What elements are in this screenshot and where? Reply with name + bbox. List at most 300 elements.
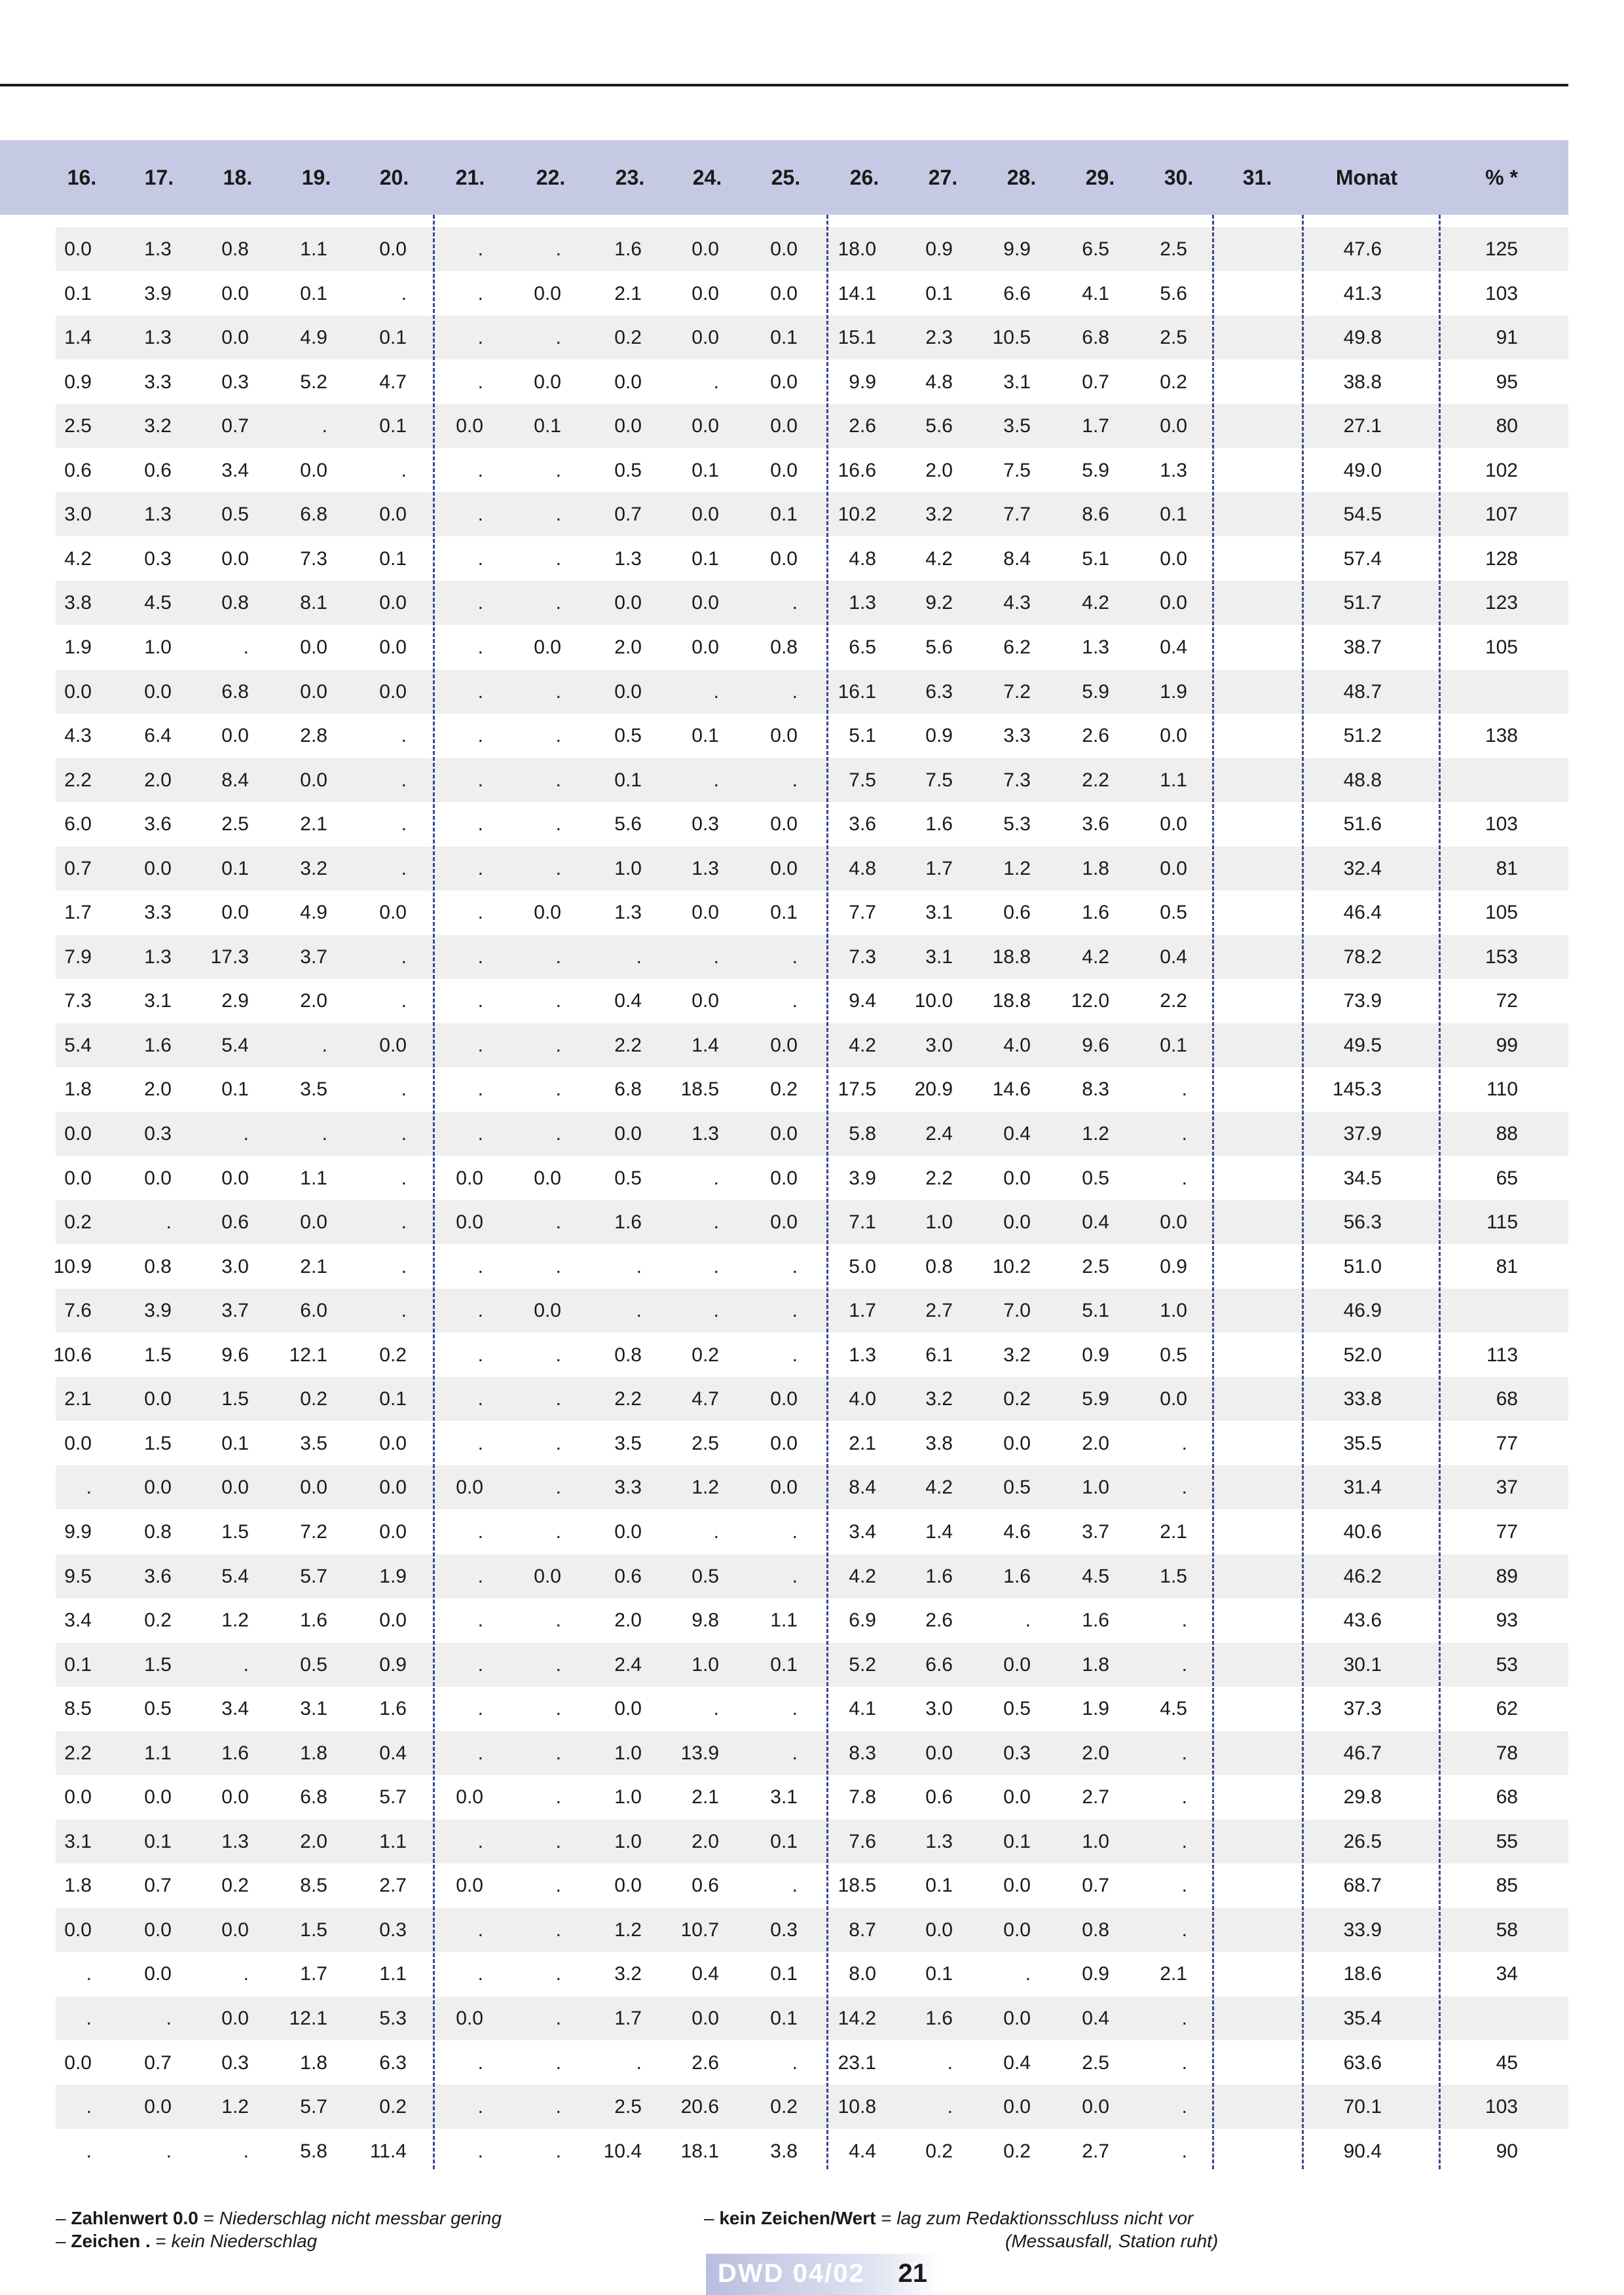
- table-cell: [1185, 1820, 1264, 1864]
- table-cell: [1439, 1289, 1518, 1332]
- table-cell: .: [555, 1742, 561, 1764]
- table-cell: 0.1: [300, 283, 327, 304]
- table-cell: [1185, 272, 1264, 316]
- table-cell: 4.2: [849, 1566, 876, 1587]
- table-cell: 6.6: [925, 1654, 953, 1676]
- table-row: [56, 1820, 1568, 1864]
- table-cell: 0.6: [614, 1566, 642, 1587]
- table-cell: .: [1181, 1919, 1187, 1941]
- table-cell: 3.4: [849, 1521, 876, 1543]
- table-cell: 0.9: [925, 238, 953, 260]
- table-cell: .: [1181, 1477, 1187, 1498]
- table-cell: 1.0: [692, 1654, 719, 1676]
- legend-zeichen: – Zeichen . = kein Niederschlag: [56, 2231, 318, 2251]
- table-cell: 4.0: [849, 1388, 876, 1410]
- table-cell: .: [555, 1963, 561, 1985]
- table-cell: 0.0: [221, 548, 249, 570]
- table-cell: .: [555, 1344, 561, 1366]
- table-cell: 0.0: [300, 769, 327, 791]
- table-cell: 0.0: [379, 592, 407, 614]
- table-cell: 54.5: [1343, 504, 1382, 525]
- table-cell: 4.9: [300, 902, 327, 923]
- table-row: [56, 890, 1568, 934]
- table-cell: .: [477, 858, 483, 879]
- table-cell: .: [477, 504, 483, 525]
- table-cell: 0.0: [534, 902, 561, 923]
- table-cell: 6.5: [1082, 238, 1109, 260]
- table-cell: [1185, 316, 1264, 359]
- table-cell: 1.7: [300, 1963, 327, 1985]
- table-cell: 0.3: [144, 1123, 172, 1145]
- table-cell: 3.8: [64, 592, 92, 614]
- table-cell: 2.0: [925, 460, 953, 481]
- table-cell: 125: [1485, 238, 1518, 260]
- table-cell: 0.8: [925, 1256, 953, 1277]
- table-cell: 0.0: [456, 1477, 483, 1498]
- table-cell: 0.0: [770, 1123, 798, 1145]
- table-cell: .: [555, 725, 561, 746]
- table-cell: .: [1181, 1742, 1187, 1764]
- table-cell: 3.5: [1003, 415, 1031, 437]
- column-header: 17.: [144, 166, 174, 189]
- table-cell: 138: [1485, 725, 1518, 746]
- table-cell: 1.9: [379, 1566, 407, 1587]
- table-cell: 3.3: [1003, 725, 1031, 746]
- table-cell: 68: [1496, 1786, 1518, 1808]
- table-cell: 3.6: [144, 813, 172, 835]
- column-divider: [1302, 215, 1304, 2169]
- table-cell: 10.6: [53, 1344, 92, 1366]
- table-cell: 49.5: [1343, 1035, 1382, 1056]
- table-cell: .: [555, 460, 561, 481]
- table-cell: 88: [1496, 1123, 1518, 1145]
- table-cell: 2.1: [1160, 1521, 1187, 1543]
- table-cell: 0.0: [221, 1167, 249, 1189]
- table-cell: 1.0: [614, 1831, 642, 1852]
- table-cell: .: [792, 1742, 798, 1764]
- table-cell: 8.1: [300, 592, 327, 614]
- table-cell: 46.4: [1343, 902, 1382, 923]
- table-row: [56, 1289, 1568, 1332]
- table-cell: 7.3: [64, 990, 92, 1012]
- table-cell: 37: [1496, 1477, 1518, 1498]
- table-cell: 0.7: [221, 415, 249, 437]
- table-cell: 9.6: [221, 1344, 249, 1366]
- table-row: [53, 1245, 1568, 1289]
- table-cell: 0.5: [144, 1698, 172, 1719]
- table-cell: 2.1: [64, 1388, 92, 1410]
- table-cell: 6.2: [1003, 636, 1031, 658]
- table-cell: .: [1025, 1963, 1031, 1985]
- table-cell: 0.0: [770, 460, 798, 481]
- table-cell: 34: [1496, 1963, 1518, 1985]
- table-cell: 0.2: [925, 2140, 953, 2162]
- table-cell: [1185, 2041, 1264, 2085]
- table-cell: .: [555, 1831, 561, 1852]
- table-cell: 0.7: [64, 858, 92, 879]
- table-cell: 45: [1496, 2052, 1518, 2074]
- table-cell: 0.9: [1082, 1344, 1109, 1366]
- table-cell: .: [555, 1786, 561, 1808]
- table-cell: .: [555, 858, 561, 879]
- table-cell: 0.0: [770, 1035, 798, 1056]
- page-number: 21: [898, 2259, 927, 2288]
- table-cell: .: [1181, 2008, 1187, 2029]
- table-cell: 0.0: [1003, 2008, 1031, 2029]
- table-cell: 1.3: [692, 1123, 719, 1145]
- table-cell: 0.0: [144, 1786, 172, 1808]
- table-cell: .: [477, 548, 483, 570]
- table-cell: 105: [1485, 636, 1518, 658]
- table-cell: 7.1: [849, 1211, 876, 1233]
- table-cell: 10.7: [680, 1919, 719, 1941]
- table-cell: 10.0: [914, 990, 953, 1012]
- table-cell: 17.3: [210, 946, 249, 968]
- table-cell: .: [555, 2140, 561, 2162]
- table-cell: 1.3: [614, 548, 642, 570]
- table-cell: 6.0: [300, 1300, 327, 1321]
- table-cell: .: [1181, 2096, 1187, 2118]
- table-cell: 3.0: [925, 1698, 953, 1719]
- table-cell: 5.7: [300, 1566, 327, 1587]
- table-cell: 51.7: [1343, 592, 1382, 614]
- table-cell: .: [401, 725, 407, 746]
- table-row: [56, 449, 1568, 492]
- table-cell: 10.8: [838, 2096, 876, 2118]
- table-cell: 0.0: [379, 1433, 407, 1454]
- table-cell: 0.0: [692, 902, 719, 923]
- table-cell: 0.0: [1160, 415, 1187, 437]
- table-cell: [1185, 625, 1264, 669]
- table-cell: 53: [1496, 1654, 1518, 1676]
- table-cell: 5.8: [300, 2140, 327, 2162]
- table-cell: 4.2: [925, 1477, 953, 1498]
- table-cell: 6.3: [925, 681, 953, 703]
- table-cell: .: [1181, 1433, 1187, 1454]
- table-cell: 0.5: [1160, 1344, 1187, 1366]
- table-row: [56, 2085, 1568, 2129]
- table-cell: 48.8: [1343, 769, 1382, 791]
- column-header: 16.: [67, 166, 97, 189]
- table-cell: 0.3: [1003, 1742, 1031, 1764]
- table-cell: 0.9: [379, 1654, 407, 1676]
- table-cell: [1185, 1510, 1264, 1554]
- table-row: [56, 2041, 1568, 2085]
- table-cell: .: [477, 327, 483, 348]
- table-cell: .: [477, 1256, 483, 1277]
- table-cell: 3.1: [300, 1698, 327, 1719]
- table-cell: 0.3: [692, 813, 719, 835]
- table-cell: 1.1: [379, 1831, 407, 1852]
- table-cell: 6.8: [1082, 327, 1109, 348]
- table-cell: 0.1: [64, 1654, 92, 1676]
- table-cell: [1185, 2129, 1264, 2173]
- table-cell: 5.4: [221, 1566, 249, 1587]
- table-cell: .: [477, 1831, 483, 1852]
- table-cell: .: [401, 1300, 407, 1321]
- table-cell: 20.6: [680, 2096, 719, 2118]
- table-cell: 31.4: [1343, 1477, 1382, 1498]
- table-cell: 8.5: [64, 1698, 92, 1719]
- table-row: [56, 1687, 1568, 1731]
- table-cell: 1.9: [1082, 1698, 1109, 1719]
- table-cell: 0.1: [534, 415, 561, 437]
- table-cell: [1185, 1952, 1264, 1996]
- table-cell: 85: [1496, 1875, 1518, 1896]
- table-cell: 5.1: [1082, 1300, 1109, 1321]
- table-cell: 1.8: [1082, 858, 1109, 879]
- table-cell: 0.0: [534, 283, 561, 304]
- table-cell: 0.0: [144, 2096, 172, 2118]
- table-cell: [1185, 537, 1264, 581]
- table-cell: 10.5: [992, 327, 1031, 348]
- table-row: [56, 758, 1568, 802]
- table-cell: 3.0: [64, 504, 92, 525]
- table-cell: 3.5: [300, 1433, 327, 1454]
- table-cell: 0.2: [1003, 2140, 1031, 2162]
- table-cell: 1.3: [144, 327, 172, 348]
- table-cell: 0.6: [692, 1875, 719, 1896]
- table-cell: 0.0: [925, 1919, 953, 1941]
- table-cell: .: [792, 1300, 798, 1321]
- table-cell: [1185, 890, 1264, 934]
- table-cell: 1.5: [144, 1344, 172, 1366]
- table-cell: 17.5: [838, 1078, 876, 1100]
- table-cell: 35.5: [1343, 1433, 1382, 1454]
- table-cell: 0.5: [1160, 902, 1187, 923]
- table-cell: .: [86, 1477, 92, 1498]
- table-cell: .: [477, 283, 483, 304]
- table-cell: .: [1181, 1078, 1187, 1100]
- table-cell: .: [555, 1875, 561, 1896]
- table-cell: [1439, 758, 1518, 802]
- table-cell: .: [86, 2140, 92, 2162]
- table-cell: [1185, 1908, 1264, 1952]
- column-header: 27.: [928, 166, 958, 189]
- table-cell: 1.7: [614, 2008, 642, 2029]
- table-cell: 58: [1496, 1919, 1518, 1941]
- table-cell: 1.3: [925, 1831, 953, 1852]
- table-row: [56, 581, 1568, 625]
- table-cell: 1.3: [849, 592, 876, 614]
- table-cell: 1.2: [614, 1919, 642, 1941]
- table-cell: .: [555, 769, 561, 791]
- table-cell: 1.2: [1082, 1123, 1109, 1145]
- table-cell: 0.0: [379, 902, 407, 923]
- table-cell: 49.8: [1343, 327, 1382, 348]
- table-cell: .: [401, 769, 407, 791]
- table-cell: 34.5: [1343, 1167, 1382, 1189]
- table-cell: .: [555, 1256, 561, 1277]
- table-cell: 2.0: [144, 769, 172, 791]
- table-cell: .: [477, 592, 483, 614]
- table-cell: 2.4: [925, 1123, 953, 1145]
- table-cell: .: [792, 769, 798, 791]
- table-cell: 0.1: [379, 548, 407, 570]
- table-cell: 0.0: [1003, 1786, 1031, 1808]
- table-cell: 2.0: [1082, 1433, 1109, 1454]
- table-cell: .: [1181, 1654, 1187, 1676]
- table-cell: 9.4: [849, 990, 876, 1012]
- table-cell: 3.8: [770, 2140, 798, 2162]
- table-cell: 18.5: [680, 1078, 719, 1100]
- table-cell: .: [555, 238, 561, 260]
- table-cell: 5.3: [379, 2008, 407, 2029]
- publication-label: DWD 04/02: [718, 2259, 865, 2288]
- table-cell: .: [636, 2052, 642, 2074]
- table-cell: 2.4: [614, 1654, 642, 1676]
- column-divider: [1212, 215, 1214, 2169]
- table-cell: 27.1: [1343, 415, 1382, 437]
- table-cell: .: [947, 2096, 953, 2118]
- table-cell: 0.0: [614, 1123, 642, 1145]
- table-cell: 4.8: [849, 548, 876, 570]
- table-cell: 3.6: [1082, 813, 1109, 835]
- table-cell: .: [713, 1256, 719, 1277]
- table-cell: 93: [1496, 1609, 1518, 1631]
- table-cell: 2.6: [925, 1609, 953, 1631]
- table-cell: 10.4: [603, 2140, 642, 2162]
- table-cell: .: [1181, 2052, 1187, 2074]
- table-cell: 0.0: [1160, 725, 1187, 746]
- table-cell: 6.0: [64, 813, 92, 835]
- table-cell: .: [555, 1211, 561, 1233]
- table-cell: .: [555, 1078, 561, 1100]
- table-cell: 99: [1496, 1035, 1518, 1056]
- table-cell: 7.7: [1003, 504, 1031, 525]
- table-cell: 0.0: [692, 592, 719, 614]
- table-cell: .: [243, 1963, 249, 1985]
- table-cell: 4.1: [849, 1698, 876, 1719]
- table-cell: 5.8: [849, 1123, 876, 1145]
- table-row: [56, 272, 1568, 316]
- table-cell: .: [477, 2096, 483, 2118]
- table-cell: 1.4: [64, 327, 92, 348]
- table-cell: 0.5: [1003, 1698, 1031, 1719]
- table-row: [56, 625, 1568, 669]
- table-cell: 0.0: [614, 592, 642, 614]
- table-cell: 0.9: [925, 725, 953, 746]
- table-cell: .: [477, 1963, 483, 1985]
- table-cell: .: [713, 371, 719, 393]
- table-cell: 0.0: [221, 725, 249, 746]
- table-cell: 0.0: [1160, 1211, 1187, 1233]
- table-cell: 1.3: [849, 1344, 876, 1366]
- table-cell: 3.9: [849, 1167, 876, 1189]
- table-cell: 2.1: [614, 283, 642, 304]
- table-cell: 0.1: [379, 415, 407, 437]
- table-cell: 5.9: [1082, 460, 1109, 481]
- table-cell: 37.3: [1343, 1698, 1382, 1719]
- table-cell: 3.2: [300, 858, 327, 879]
- table-cell: 0.0: [1003, 1919, 1031, 1941]
- table-cell: 3.1: [1003, 371, 1031, 393]
- table-cell: 3.3: [144, 902, 172, 923]
- table-cell: 0.0: [221, 1477, 249, 1498]
- table-cell: 8.4: [1003, 548, 1031, 570]
- table-cell: 0.0: [614, 1521, 642, 1543]
- table-cell: 0.8: [221, 592, 249, 614]
- table-cell: .: [555, 1654, 561, 1676]
- table-row: [56, 1598, 1568, 1642]
- table-cell: 1.6: [614, 238, 642, 260]
- table-cell: 2.0: [300, 1831, 327, 1852]
- table-cell: 8.6: [1082, 504, 1109, 525]
- table-cell: 1.8: [1082, 1654, 1109, 1676]
- table-cell: 90: [1496, 2140, 1518, 2162]
- table-cell: .: [555, 548, 561, 570]
- table-cell: 0.4: [614, 990, 642, 1012]
- table-cell: [1185, 404, 1264, 448]
- table-cell: 10.2: [838, 504, 876, 525]
- table-cell: 70.1: [1343, 2096, 1382, 2118]
- table-cell: 0.0: [456, 2008, 483, 2029]
- table-cell: 3.2: [1003, 1344, 1031, 1366]
- table-cell: .: [636, 946, 642, 968]
- table-cell: 3.0: [221, 1256, 249, 1277]
- table-row: [56, 1775, 1568, 1819]
- table-cell: 7.8: [849, 1786, 876, 1808]
- table-cell: 18.8: [992, 990, 1031, 1012]
- table-cell: 0.0: [770, 1211, 798, 1233]
- table-cell: 4.1: [1082, 283, 1109, 304]
- table-cell: 9.8: [692, 1609, 719, 1631]
- table-cell: 0.3: [221, 371, 249, 393]
- table-cell: 2.3: [925, 327, 953, 348]
- table-cell: 0.0: [1160, 813, 1187, 835]
- table-cell: 1.0: [614, 858, 642, 879]
- table-cell: .: [401, 990, 407, 1012]
- table-cell: [1185, 979, 1264, 1023]
- table-cell: 0.8: [1082, 1919, 1109, 1941]
- table-cell: 0.0: [64, 1433, 92, 1454]
- table-cell: 3.4: [64, 1609, 92, 1631]
- table-cell: 0.5: [614, 1167, 642, 1189]
- table-cell: 153: [1485, 946, 1518, 968]
- column-header: 23.: [615, 166, 645, 189]
- table-cell: 7.2: [1003, 681, 1031, 703]
- table-cell: 0.0: [1003, 1167, 1031, 1189]
- column-divider: [433, 215, 435, 2169]
- table-cell: 78: [1496, 1742, 1518, 1764]
- table-cell: .: [477, 2140, 483, 2162]
- table-cell: 72: [1496, 990, 1518, 1012]
- table-cell: 0.0: [144, 1963, 172, 1985]
- table-cell: .: [555, 2008, 561, 2029]
- table-cell: 2.7: [1082, 1786, 1109, 1808]
- table-cell: 1.8: [64, 1875, 92, 1896]
- table-cell: 3.5: [614, 1433, 642, 1454]
- table-cell: 15.1: [838, 327, 876, 348]
- table-cell: 1.1: [1160, 769, 1187, 791]
- table-cell: [1185, 1200, 1264, 1244]
- table-cell: 16.1: [838, 681, 876, 703]
- table-cell: 4.8: [925, 371, 953, 393]
- table-cell: 48.7: [1343, 681, 1382, 703]
- table-cell: 1.8: [300, 1742, 327, 1764]
- table-cell: 7.0: [1003, 1300, 1031, 1321]
- table-cell: 6.5: [849, 636, 876, 658]
- table-cell: 46.2: [1343, 1566, 1382, 1587]
- table-cell: 0.0: [692, 327, 719, 348]
- table-cell: 68.7: [1343, 1875, 1382, 1896]
- table-cell: 8.3: [849, 1742, 876, 1764]
- table-cell: 0.2: [379, 2096, 407, 2118]
- column-header: 19.: [301, 166, 331, 189]
- table-cell: 0.1: [221, 858, 249, 879]
- table-cell: 1.6: [925, 813, 953, 835]
- table-row: [56, 492, 1568, 536]
